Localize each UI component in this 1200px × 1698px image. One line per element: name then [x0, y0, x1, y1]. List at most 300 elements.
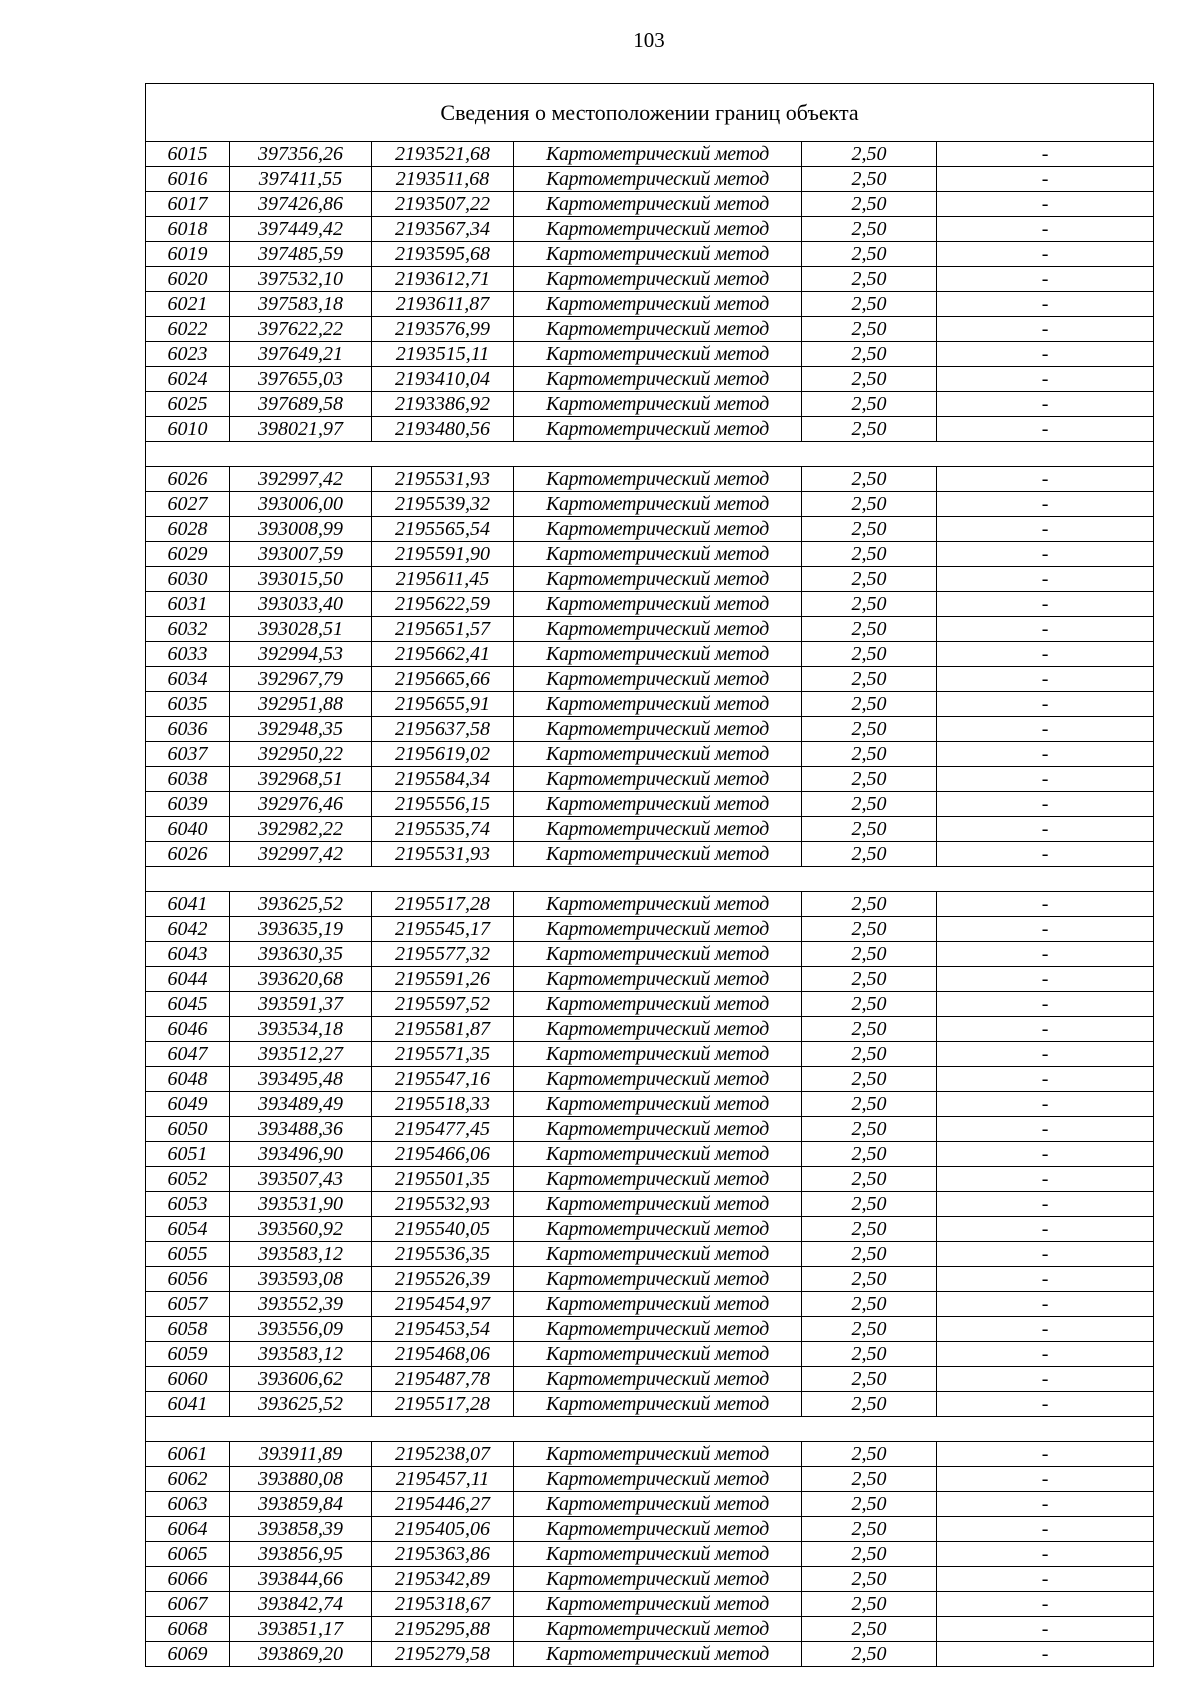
cell-accuracy: 2,50 — [802, 1042, 937, 1067]
cell-point-number: 6049 — [146, 1092, 230, 1117]
cell-coord-x: 393593,08 — [230, 1267, 372, 1292]
cell-description: - — [937, 1267, 1154, 1292]
cell-method: Картометрический метод — [514, 1317, 802, 1342]
table-row — [146, 1467, 1154, 1492]
cell-coord-y: 2195651,57 — [372, 617, 514, 642]
cell-coord-y: 2195591,26 — [372, 967, 514, 992]
cell-point-number: 6069 — [146, 1642, 230, 1667]
cell-coord-y: 2195571,35 — [372, 1042, 514, 1067]
cell-coord-x: 397411,55 — [230, 167, 372, 192]
cell-description: - — [937, 517, 1154, 542]
cell-point-number: 6068 — [146, 1617, 230, 1642]
cell-accuracy: 2,50 — [802, 742, 937, 767]
cell-coord-y: 2195279,58 — [372, 1642, 514, 1667]
group-separator-cell — [146, 442, 1154, 467]
cell-method: Картометрический метод — [514, 967, 802, 992]
cell-accuracy: 2,50 — [802, 1517, 937, 1542]
cell-coord-y: 2193386,92 — [372, 392, 514, 417]
table-row — [146, 1642, 1154, 1667]
cell-point-number: 6033 — [146, 642, 230, 667]
table-row — [146, 992, 1154, 1017]
cell-description: - — [937, 617, 1154, 642]
cell-accuracy: 2,50 — [802, 617, 937, 642]
table-row — [146, 292, 1154, 317]
cell-coord-y: 2195581,87 — [372, 1017, 514, 1042]
cell-description: - — [937, 717, 1154, 742]
cell-method: Картометрический метод — [514, 1192, 802, 1217]
cell-method: Картометрический метод — [514, 542, 802, 567]
cell-method: Картометрический метод — [514, 567, 802, 592]
cell-method: Картометрический метод — [514, 1567, 802, 1592]
table-row — [146, 417, 1154, 442]
cell-description: - — [937, 742, 1154, 767]
cell-coord-y: 2193595,68 — [372, 242, 514, 267]
cell-point-number: 6053 — [146, 1192, 230, 1217]
cell-coord-y: 2195536,35 — [372, 1242, 514, 1267]
cell-description: - — [937, 292, 1154, 317]
table-row — [146, 1142, 1154, 1167]
cell-point-number: 6042 — [146, 917, 230, 942]
cell-coord-y: 2195545,17 — [372, 917, 514, 942]
cell-coord-x: 397649,21 — [230, 342, 372, 367]
cell-point-number: 6046 — [146, 1017, 230, 1042]
cell-coord-y: 2195453,54 — [372, 1317, 514, 1342]
cell-coord-x: 393625,52 — [230, 892, 372, 917]
cell-description: - — [937, 1342, 1154, 1367]
cell-point-number: 6038 — [146, 767, 230, 792]
cell-method: Картометрический метод — [514, 842, 802, 867]
cell-description: - — [937, 217, 1154, 242]
table-row — [146, 392, 1154, 417]
cell-description: - — [937, 1467, 1154, 1492]
cell-point-number: 6028 — [146, 517, 230, 542]
cell-description: - — [937, 1567, 1154, 1592]
table-row — [146, 542, 1154, 567]
table-row — [146, 1317, 1154, 1342]
cell-coord-y: 2195655,91 — [372, 692, 514, 717]
cell-description: - — [937, 1317, 1154, 1342]
boundary-table — [145, 83, 1154, 1667]
cell-point-number: 6027 — [146, 492, 230, 517]
cell-point-number: 6058 — [146, 1317, 230, 1342]
table-row — [146, 1242, 1154, 1267]
cell-method: Картометрический метод — [514, 467, 802, 492]
cell-method: Картометрический метод — [514, 1642, 802, 1667]
cell-accuracy: 2,50 — [802, 1067, 937, 1092]
cell-method: Картометрический метод — [514, 342, 802, 367]
table-row — [146, 592, 1154, 617]
cell-accuracy: 2,50 — [802, 142, 937, 167]
cell-description: - — [937, 1592, 1154, 1617]
cell-coord-y: 2195665,66 — [372, 667, 514, 692]
cell-point-number: 6026 — [146, 467, 230, 492]
cell-description: - — [937, 817, 1154, 842]
table-row — [146, 917, 1154, 942]
table-row — [146, 717, 1154, 742]
cell-method: Картометрический метод — [514, 1167, 802, 1192]
cell-coord-x: 393844,66 — [230, 1567, 372, 1592]
cell-description: - — [937, 1242, 1154, 1267]
cell-accuracy: 2,50 — [802, 517, 937, 542]
cell-point-number: 6035 — [146, 692, 230, 717]
cell-point-number: 6015 — [146, 142, 230, 167]
cell-coord-x: 393911,89 — [230, 1442, 372, 1467]
cell-coord-x: 397485,59 — [230, 242, 372, 267]
cell-accuracy: 2,50 — [802, 1292, 937, 1317]
cell-coord-x: 392994,53 — [230, 642, 372, 667]
cell-point-number: 6052 — [146, 1167, 230, 1192]
cell-description: - — [937, 1492, 1154, 1517]
cell-point-number: 6056 — [146, 1267, 230, 1292]
cell-coord-y: 2195547,16 — [372, 1067, 514, 1092]
cell-point-number: 6063 — [146, 1492, 230, 1517]
cell-point-number: 6037 — [146, 742, 230, 767]
cell-accuracy: 2,50 — [802, 242, 937, 267]
cell-coord-y: 2195535,74 — [372, 817, 514, 842]
cell-method: Картометрический метод — [514, 1067, 802, 1092]
cell-description: - — [937, 417, 1154, 442]
table-row — [146, 967, 1154, 992]
cell-description: - — [937, 367, 1154, 392]
cell-accuracy: 2,50 — [802, 267, 937, 292]
cell-coord-x: 397583,18 — [230, 292, 372, 317]
cell-accuracy: 2,50 — [802, 567, 937, 592]
cell-point-number: 6039 — [146, 792, 230, 817]
cell-accuracy: 2,50 — [802, 317, 937, 342]
group-separator-row — [146, 442, 1154, 467]
cell-coord-x: 393007,59 — [230, 542, 372, 567]
cell-point-number: 6036 — [146, 717, 230, 742]
cell-description: - — [937, 1217, 1154, 1242]
cell-accuracy: 2,50 — [802, 767, 937, 792]
cell-coord-x: 393869,20 — [230, 1642, 372, 1667]
cell-accuracy: 2,50 — [802, 1492, 937, 1517]
cell-coord-x: 393583,12 — [230, 1242, 372, 1267]
cell-accuracy: 2,50 — [802, 967, 937, 992]
table-row — [146, 567, 1154, 592]
table-row — [146, 1442, 1154, 1467]
cell-point-number: 6025 — [146, 392, 230, 417]
cell-accuracy: 2,50 — [802, 1567, 937, 1592]
cell-coord-x: 393625,52 — [230, 1392, 372, 1417]
cell-point-number: 6043 — [146, 942, 230, 967]
cell-method: Картометрический метод — [514, 367, 802, 392]
cell-accuracy: 2,50 — [802, 292, 937, 317]
cell-method: Картометрический метод — [514, 1467, 802, 1492]
cell-coord-x: 397426,86 — [230, 192, 372, 217]
cell-method: Картометрический метод — [514, 917, 802, 942]
cell-method: Картометрический метод — [514, 417, 802, 442]
cell-method: Картометрический метод — [514, 1017, 802, 1042]
cell-accuracy: 2,50 — [802, 1467, 937, 1492]
cell-description: - — [937, 542, 1154, 567]
cell-coord-y: 2193611,87 — [372, 292, 514, 317]
cell-coord-y: 2193507,22 — [372, 192, 514, 217]
cell-point-number: 6061 — [146, 1442, 230, 1467]
cell-description: - — [937, 342, 1154, 367]
cell-description: - — [937, 317, 1154, 342]
cell-point-number: 6051 — [146, 1142, 230, 1167]
cell-coord-y: 2195556,15 — [372, 792, 514, 817]
cell-coord-x: 392950,22 — [230, 742, 372, 767]
cell-description: - — [937, 192, 1154, 217]
table-row — [146, 1342, 1154, 1367]
cell-method: Картометрический метод — [514, 892, 802, 917]
cell-description: - — [937, 792, 1154, 817]
table-row — [146, 892, 1154, 917]
cell-coord-x: 397532,10 — [230, 267, 372, 292]
cell-point-number: 6022 — [146, 317, 230, 342]
cell-description: - — [937, 1442, 1154, 1467]
cell-coord-y: 2195565,54 — [372, 517, 514, 542]
table-row — [146, 692, 1154, 717]
table-row — [146, 217, 1154, 242]
cell-method: Картометрический метод — [514, 192, 802, 217]
cell-coord-x: 393858,39 — [230, 1517, 372, 1542]
cell-accuracy: 2,50 — [802, 1142, 937, 1167]
cell-coord-x: 393008,99 — [230, 517, 372, 542]
table-row — [146, 467, 1154, 492]
cell-method: Картометрический метод — [514, 392, 802, 417]
cell-coord-y: 2195539,32 — [372, 492, 514, 517]
cell-method: Картометрический метод — [514, 242, 802, 267]
cell-coord-y: 2193612,71 — [372, 267, 514, 292]
table-row — [146, 1092, 1154, 1117]
cell-coord-y: 2195662,41 — [372, 642, 514, 667]
cell-coord-x: 393015,50 — [230, 567, 372, 592]
table-row — [146, 767, 1154, 792]
cell-accuracy: 2,50 — [802, 1317, 937, 1342]
cell-method: Картометрический метод — [514, 767, 802, 792]
cell-point-number: 6045 — [146, 992, 230, 1017]
cell-coord-y: 2193576,99 — [372, 317, 514, 342]
cell-accuracy: 2,50 — [802, 1017, 937, 1042]
cell-description: - — [937, 492, 1154, 517]
table-row — [146, 1617, 1154, 1642]
cell-accuracy: 2,50 — [802, 1267, 937, 1292]
cell-description: - — [937, 1092, 1154, 1117]
cell-point-number: 6020 — [146, 267, 230, 292]
cell-description: - — [937, 992, 1154, 1017]
cell-description: - — [937, 967, 1154, 992]
cell-accuracy: 2,50 — [802, 592, 937, 617]
table-row — [146, 1492, 1154, 1517]
cell-accuracy: 2,50 — [802, 667, 937, 692]
cell-coord-x: 392968,51 — [230, 767, 372, 792]
cell-accuracy: 2,50 — [802, 1167, 937, 1192]
cell-coord-y: 2195584,34 — [372, 767, 514, 792]
table-row — [146, 192, 1154, 217]
table-row — [146, 667, 1154, 692]
cell-point-number: 6029 — [146, 542, 230, 567]
cell-accuracy: 2,50 — [802, 1642, 937, 1667]
cell-description: - — [937, 1192, 1154, 1217]
table-row — [146, 1292, 1154, 1317]
cell-point-number: 6066 — [146, 1567, 230, 1592]
cell-coord-y: 2195591,90 — [372, 542, 514, 567]
cell-coord-x: 393591,37 — [230, 992, 372, 1017]
table-row — [146, 842, 1154, 867]
cell-coord-y: 2195526,39 — [372, 1267, 514, 1292]
cell-method: Картометрический метод — [514, 317, 802, 342]
cell-point-number: 6032 — [146, 617, 230, 642]
cell-coord-x: 397655,03 — [230, 367, 372, 392]
cell-method: Картометрический метод — [514, 1217, 802, 1242]
cell-coord-x: 398021,97 — [230, 417, 372, 442]
cell-method: Картометрический метод — [514, 717, 802, 742]
cell-accuracy: 2,50 — [802, 1592, 937, 1617]
cell-point-number: 6048 — [146, 1067, 230, 1092]
cell-accuracy: 2,50 — [802, 1542, 937, 1567]
cell-coord-y: 2195477,45 — [372, 1117, 514, 1142]
cell-point-number: 6024 — [146, 367, 230, 392]
cell-coord-y: 2195531,93 — [372, 842, 514, 867]
cell-point-number: 6010 — [146, 417, 230, 442]
cell-method: Картометрический метод — [514, 1592, 802, 1617]
cell-accuracy: 2,50 — [802, 717, 937, 742]
cell-coord-x: 393880,08 — [230, 1467, 372, 1492]
cell-description: - — [937, 1542, 1154, 1567]
cell-accuracy: 2,50 — [802, 1367, 937, 1392]
cell-method: Картометрический метод — [514, 292, 802, 317]
cell-method: Картометрический метод — [514, 742, 802, 767]
cell-coord-y: 2193511,68 — [372, 167, 514, 192]
cell-accuracy: 2,50 — [802, 417, 937, 442]
group-separator-row — [146, 867, 1154, 892]
cell-point-number: 6054 — [146, 1217, 230, 1242]
group-separator-cell — [146, 867, 1154, 892]
cell-point-number: 6065 — [146, 1542, 230, 1567]
cell-accuracy: 2,50 — [802, 942, 937, 967]
cell-coord-x: 393033,40 — [230, 592, 372, 617]
cell-accuracy: 2,50 — [802, 917, 937, 942]
table-row — [146, 1517, 1154, 1542]
table-row — [146, 792, 1154, 817]
cell-description: - — [937, 592, 1154, 617]
table-row — [146, 1267, 1154, 1292]
cell-accuracy: 2,50 — [802, 692, 937, 717]
table-row — [146, 1167, 1154, 1192]
cell-method: Картометрический метод — [514, 692, 802, 717]
table-row — [146, 342, 1154, 367]
cell-accuracy: 2,50 — [802, 1392, 937, 1417]
table-row — [146, 367, 1154, 392]
cell-accuracy: 2,50 — [802, 1217, 937, 1242]
cell-description: - — [937, 1367, 1154, 1392]
cell-coord-x: 392997,42 — [230, 842, 372, 867]
cell-coord-y: 2195532,93 — [372, 1192, 514, 1217]
cell-method: Картометрический метод — [514, 667, 802, 692]
cell-coord-x: 392997,42 — [230, 467, 372, 492]
cell-description: - — [937, 467, 1154, 492]
cell-coord-y: 2195637,58 — [372, 717, 514, 742]
cell-description: - — [937, 1292, 1154, 1317]
cell-accuracy: 2,50 — [802, 642, 937, 667]
cell-coord-x: 393531,90 — [230, 1192, 372, 1217]
cell-point-number: 6044 — [146, 967, 230, 992]
cell-coord-y: 2195405,06 — [372, 1517, 514, 1542]
cell-accuracy: 2,50 — [802, 1192, 937, 1217]
cell-description: - — [937, 1017, 1154, 1042]
group-separator-cell — [146, 1417, 1154, 1442]
cell-coord-y: 2195518,33 — [372, 1092, 514, 1117]
cell-coord-y: 2193567,34 — [372, 217, 514, 242]
cell-coord-x: 393583,12 — [230, 1342, 372, 1367]
cell-coord-y: 2195342,89 — [372, 1567, 514, 1592]
cell-coord-x: 393006,00 — [230, 492, 372, 517]
cell-coord-y: 2195466,06 — [372, 1142, 514, 1167]
cell-coord-x: 393495,48 — [230, 1067, 372, 1092]
cell-accuracy: 2,50 — [802, 892, 937, 917]
table-row — [146, 167, 1154, 192]
cell-coord-x: 393851,17 — [230, 1617, 372, 1642]
cell-point-number: 6064 — [146, 1517, 230, 1542]
cell-accuracy: 2,50 — [802, 1342, 937, 1367]
cell-accuracy: 2,50 — [802, 992, 937, 1017]
cell-coord-x: 393507,43 — [230, 1167, 372, 1192]
cell-description: - — [937, 1617, 1154, 1642]
cell-method: Картометрический метод — [514, 1142, 802, 1167]
cell-point-number: 6021 — [146, 292, 230, 317]
cell-coord-x: 393534,18 — [230, 1017, 372, 1042]
cell-point-number: 6030 — [146, 567, 230, 592]
cell-coord-x: 392976,46 — [230, 792, 372, 817]
cell-method: Картометрический метод — [514, 167, 802, 192]
cell-coord-y: 2195517,28 — [372, 1392, 514, 1417]
cell-coord-y: 2195611,45 — [372, 567, 514, 592]
cell-method: Картометрический метод — [514, 817, 802, 842]
cell-coord-x: 393512,27 — [230, 1042, 372, 1067]
cell-accuracy: 2,50 — [802, 1242, 937, 1267]
cell-description: - — [937, 667, 1154, 692]
cell-accuracy: 2,50 — [802, 367, 937, 392]
cell-accuracy: 2,50 — [802, 192, 937, 217]
cell-description: - — [937, 567, 1154, 592]
cell-coord-y: 2195318,67 — [372, 1592, 514, 1617]
cell-point-number: 6034 — [146, 667, 230, 692]
cell-description: - — [937, 392, 1154, 417]
cell-accuracy: 2,50 — [802, 342, 937, 367]
cell-coord-x: 393488,36 — [230, 1117, 372, 1142]
cell-accuracy: 2,50 — [802, 817, 937, 842]
cell-coord-y: 2195577,32 — [372, 942, 514, 967]
cell-method: Картометрический метод — [514, 1292, 802, 1317]
group-separator-row — [146, 1417, 1154, 1442]
cell-point-number: 6040 — [146, 817, 230, 842]
cell-method: Картометрический метод — [514, 1442, 802, 1467]
cell-point-number: 6047 — [146, 1042, 230, 1067]
cell-point-number: 6062 — [146, 1467, 230, 1492]
cell-coord-y: 2195540,05 — [372, 1217, 514, 1242]
cell-method: Картометрический метод — [514, 992, 802, 1017]
cell-coord-y: 2195446,27 — [372, 1492, 514, 1517]
cell-coord-x: 393496,90 — [230, 1142, 372, 1167]
table-row — [146, 1017, 1154, 1042]
cell-description: - — [937, 1392, 1154, 1417]
table-row — [146, 267, 1154, 292]
cell-description: - — [937, 267, 1154, 292]
cell-method: Картометрический метод — [514, 1092, 802, 1117]
table-row — [146, 1117, 1154, 1142]
cell-description: - — [937, 892, 1154, 917]
cell-coord-y: 2195597,52 — [372, 992, 514, 1017]
cell-method: Картометрический метод — [514, 1042, 802, 1067]
cell-coord-y: 2195295,88 — [372, 1617, 514, 1642]
table-row — [146, 1567, 1154, 1592]
cell-method: Картометрический метод — [514, 1267, 802, 1292]
cell-coord-x: 393635,19 — [230, 917, 372, 942]
table-title: Сведения о местоположении границ объекта — [146, 84, 1154, 142]
